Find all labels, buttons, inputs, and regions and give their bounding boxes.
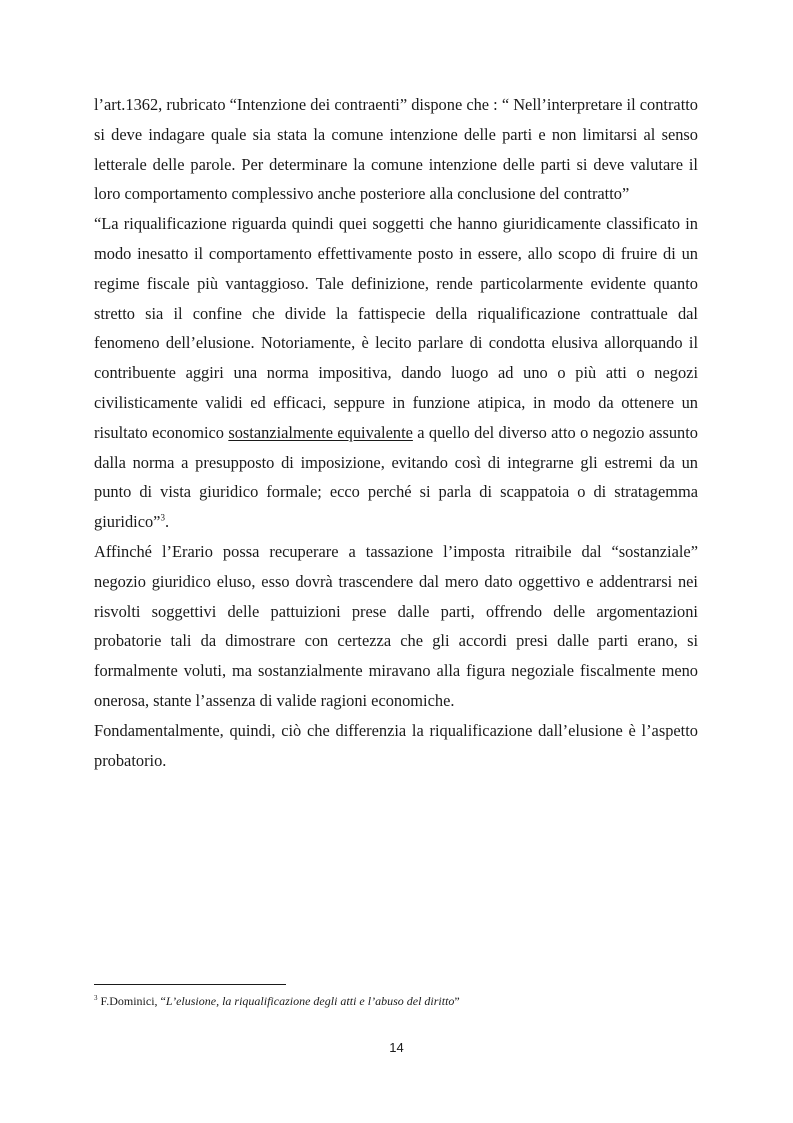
footnote-author: F.Dominici, “ <box>97 994 166 1008</box>
footnote <box>94 993 698 1009</box>
page-number: 14 <box>389 1040 404 1055</box>
paragraph-text-start: “La riqualificazione riguarda quindi quei soggetti che hanno giuridicamente classificato in modo inesatto il comportamento effettivamente posto in essere, allo scopo di fruire di un regime fiscale più vantaggioso. Tale definizione, rende particolarmente evidente quanto stretto sia il confine che divide la fattispecie della riqualificazione contrattuale dal fenomeno dell’elusione. Notoriamente, è lecito parlare di condotta elusiva allorquando il contribuente aggiri una norma impositiva, dando luogo ad uno o più atti o negozi civilisticamente validi ed efficaci, seppure in funzione atipica, in modo da ottenere un risultato economico <box>94 214 698 442</box>
underlined-phrase: sostanzialmente equivalente <box>228 422 413 442</box>
paragraph-erario: Affinché l’Erario possa recuperare a tassazione l’imposta ritraibile dal “sostanziale” negozio giuridico eluso, esso dovrà trascendere dal mero dato oggettivo e addentrarsi nei risvolti soggettivi delle pattuizioni prese dalle parti, offrendo delle argomentazioni probatorie tali da dimostrare con certezza che gli accordi presi dalle parti erano, si formalmente voluti, ma sostanzialmente miravano alla figura negoziale fiscalmente meno onerosa, stante l’assenza di valide ragioni economiche. <box>94 541 698 710</box>
footnote-separator <box>94 984 286 985</box>
body-text <box>94 90 698 775</box>
paragraph-riqualificazione <box>94 209 698 537</box>
footnote-reference[interactable]: 3 <box>160 512 165 523</box>
paragraph-end-punctuation: . <box>164 512 170 532</box>
footnote-number: 3 <box>94 994 98 1002</box>
footnote-close-quote: ” <box>454 994 460 1008</box>
paragraph-conclusion: Fondamentalmente, quindi, ciò che differenzia la riqualificazione dall’elusione è l’aspetto probatorio. <box>94 720 698 770</box>
paragraph-text-end: a quello del diverso atto o negozio assunto dalla norma a presupposto di imposizione, evitando così di integrarne gli estremi da un punto di vista giuridico formale; ecco perché si parla di scappatoia o di stratagemma giuridico” <box>94 422 699 532</box>
paragraph-art-1362: l’art.1362, rubricato “Intenzione dei contraenti” dispone che : “ Nell’interpretare il contratto si deve indagare quale sia stata la comune intenzione delle parti e non limitarsi al senso letterale delle parole. Per determinare la comune intenzione delle parti si deve valutare il loro comportamento complessivo anche posteriore alla conclusione del contratto” <box>94 95 698 204</box>
footnote-title: L’elusione, la riqualificazione degli atti e l’abuso del diritto <box>165 994 455 1008</box>
